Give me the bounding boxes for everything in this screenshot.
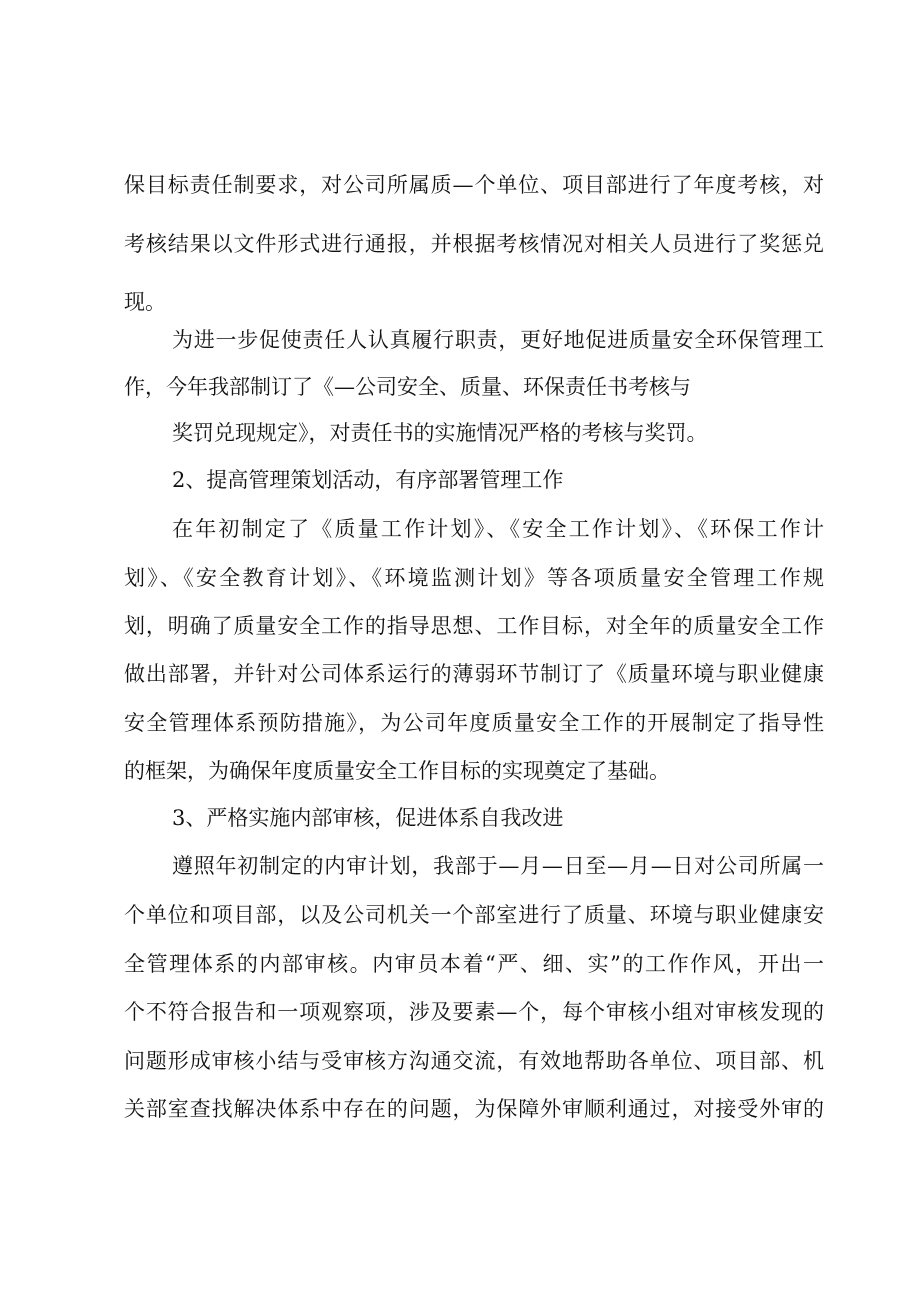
paragraph-line: 作，今年我部制订了《—公司安全、质量、环保责任书考核与 [124, 375, 691, 399]
paragraph-line: 关部室查找解决体系中存在的问题，为保障外审顺利通过，对接受外审的 [124, 1097, 824, 1121]
paragraph-line: 问题形成审核小结与受审核方沟通交流，有效地帮助各单位、项目部、机 [124, 1049, 824, 1073]
paragraph-line: 个不符合报告和一项观察项，涉及要素—个，每个审核小组对审核发现的 [124, 1000, 824, 1024]
section-heading: 3、严格实施内部审核，促进体系自我改进 [172, 806, 564, 830]
paragraph-line: 做出部署，并针对公司体系运行的薄弱环节制订了《质量环境与职业健康 [124, 662, 824, 686]
paragraph-line: 考核结果以文件形式进行通报，并根据考核情况对相关人员进行了奖惩兑 [124, 232, 824, 256]
paragraph-line: 全管理体系的内部审核。内审员本着“严、细、实”的工作作风，开出一 [124, 952, 824, 976]
paragraph-line: 现。 [124, 290, 166, 314]
paragraph-line: 奖罚兑现规定》，对责任书的实施情况严格的考核与奖罚。 [172, 421, 708, 445]
paragraph-line: 个单位和项目部，以及公司机关一个部室进行了质量、环境与职业健康安 [124, 903, 824, 927]
paragraph-line: 划，明确了质量安全工作的指导思想、工作目标，对全年的质量安全工作 [124, 614, 824, 638]
paragraph-line: 安全管理体系预防措施》，为公司年度质量安全工作的开展制定了指导性 [124, 711, 824, 735]
paragraph-line: 划》、《安全教育计划》、《环境监测计划》等各项质量安全管理工作规 [124, 566, 824, 590]
paragraph-line: 在年初制定了《质量工作计划》、《安全工作计划》、《环保工作计 [172, 517, 824, 541]
paragraph-line: 保目标责任制要求，对公司所属质—个单位、项目部进行了年度考核，对 [124, 173, 824, 197]
paragraph-line: 遵照年初制定的内审计划，我部于—月—日至—月—日对公司所属一 [172, 854, 824, 878]
paragraph-line: 为进一步促使责任人认真履行职责，更好地促进质量安全环保管理工 [172, 328, 824, 352]
section-heading: 2、提高管理策划活动，有序部署管理工作 [172, 468, 564, 492]
paragraph-line: 的框架，为确保年度质量安全工作目标的实现奠定了基础。 [124, 759, 670, 783]
